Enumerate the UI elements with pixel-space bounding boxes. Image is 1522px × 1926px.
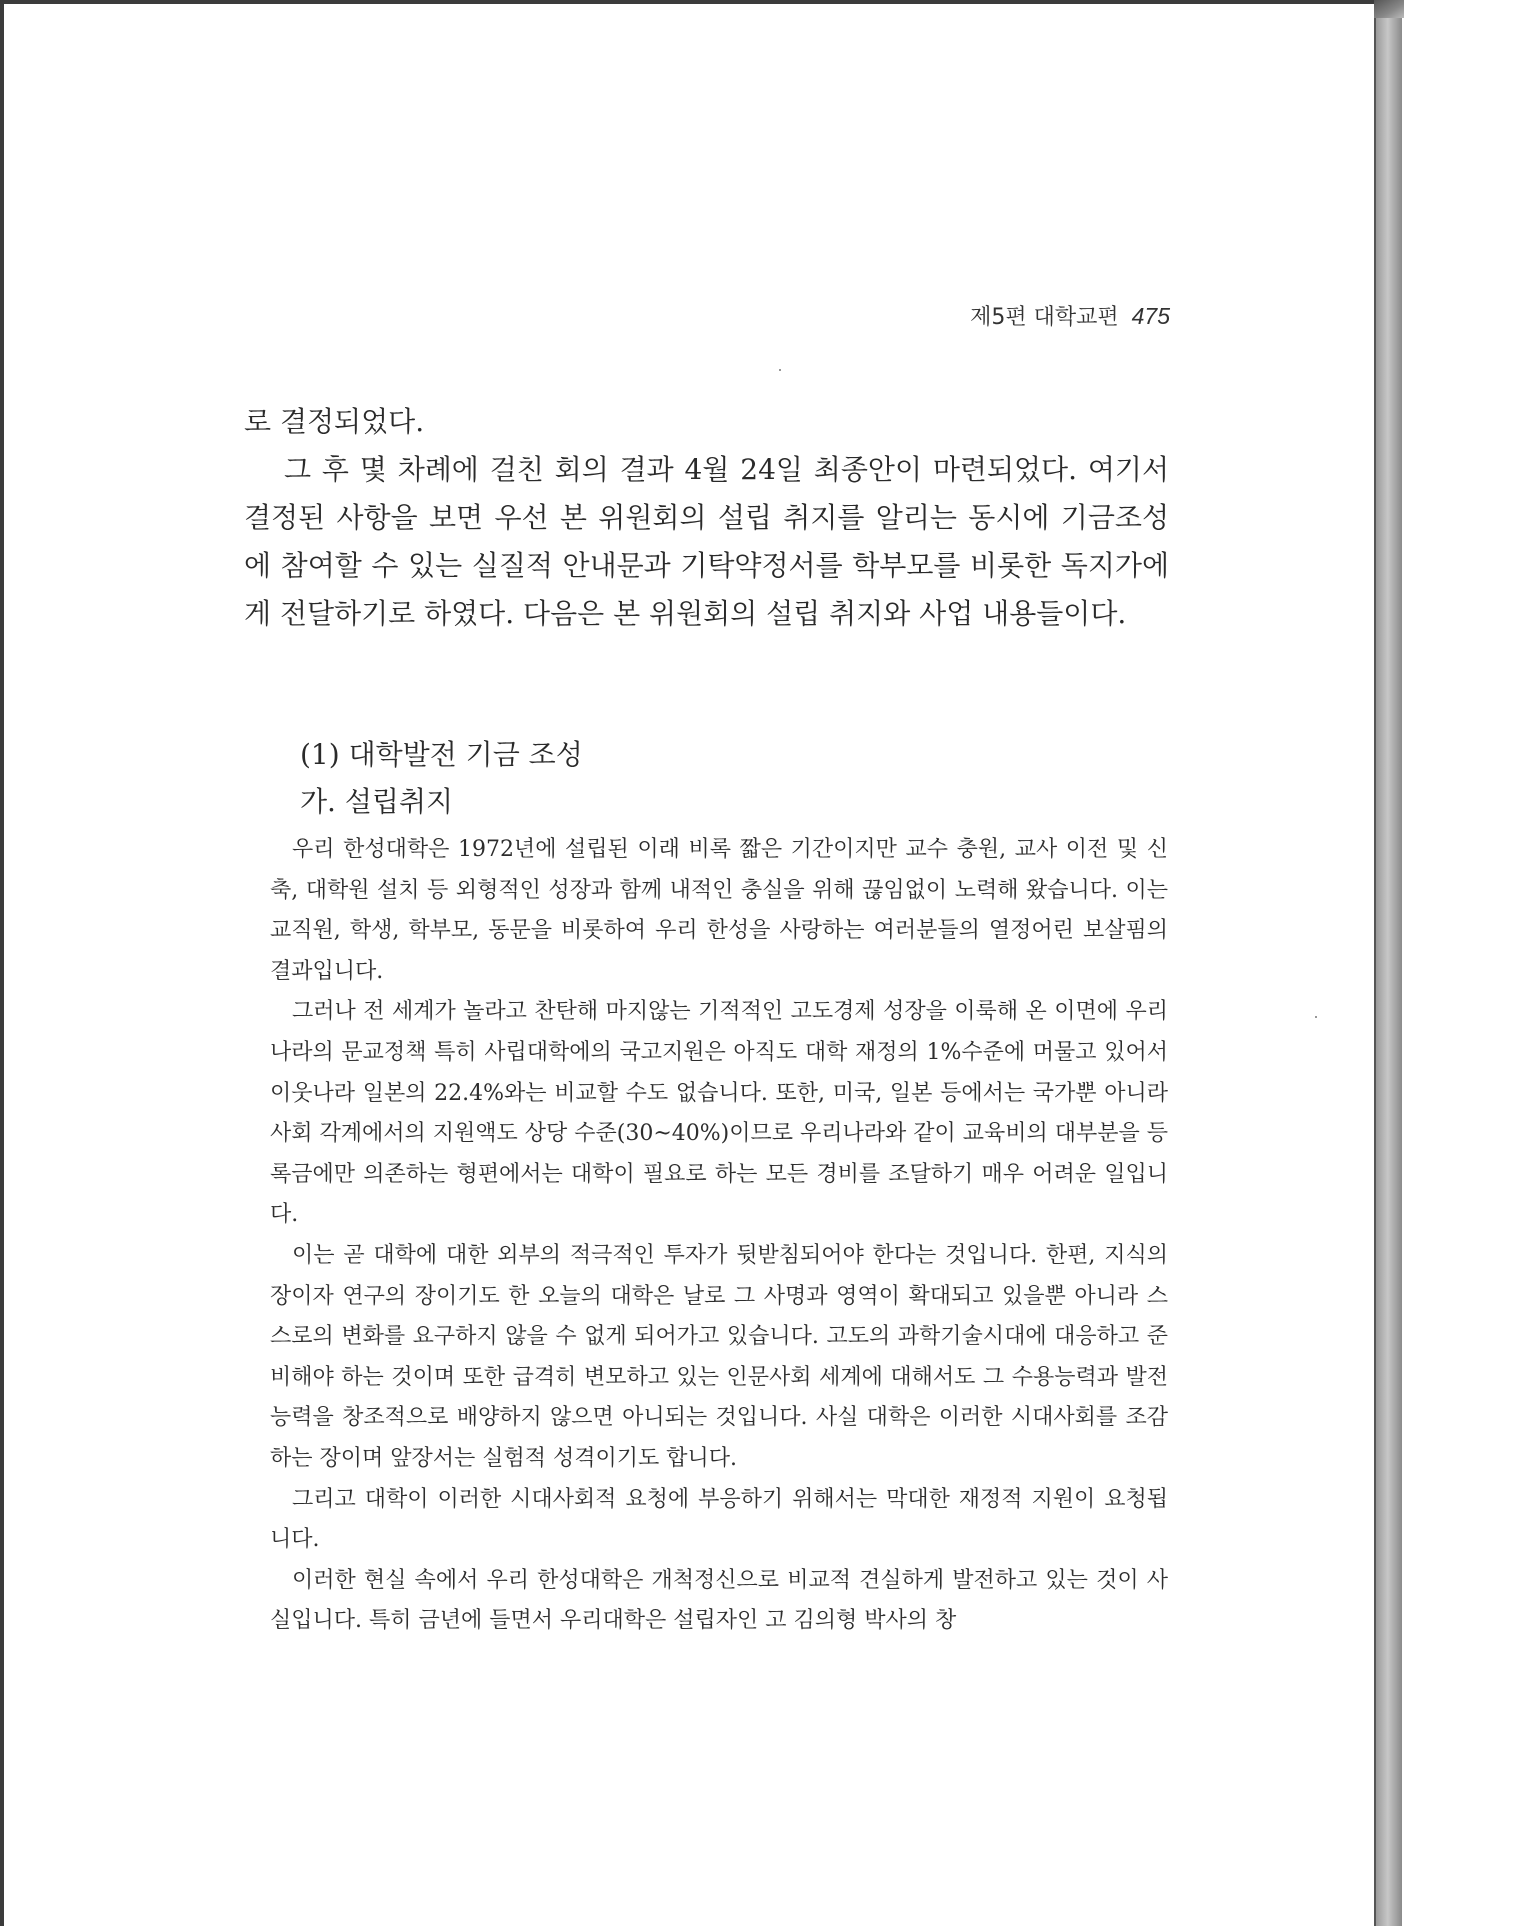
- body-paragraph: 우리 한성대학은 1972년에 설립된 이래 비록 짧은 기간이지만 교수 충원, 교사 이전 및 신축, 대학원 설치 등 외형적인 성장과 함께 내적인 충실을 위해 끊임없이 노력해 왔습니다. 이는 교직원, 학생, 학부모, 동문을 비롯하여 우리 한성을 사랑하는 여러분들의 열정어린 보살핌의 결과입니다.: [270, 837, 1168, 984]
- scan-speck: [779, 369, 781, 371]
- body-paragraph: 이러한 현실 속에서 우리 한성대학은 개척정신으로 비교적 견실하게 발전하고 있는 것이 사실입니다. 특히 금년에 들면서 우리대학은 설립자인 고 김의형 박사의 창: [270, 1567, 1168, 1634]
- intro-paragraph: 로 결정되었다.: [244, 405, 425, 438]
- body-paragraph: 이는 곧 대학에 대한 외부의 적극적인 투자가 뒷받침되어야 한다는 것입니다. 한편, 지식의 장이자 연구의 장이기도 한 오늘의 대학은 날로 그 사명과 영역이 확대되고 있을뿐 아니라 스스로의 변화를 요구하지 않을 수 없게 되어가고 있습니다. 고도의 과학기술시대에 대응하고 준비해야 하는 것이며 또한 급격히 변모하고 있는 인문사회 세계에 대해서도 그 수용능력과 발전능력을 창조적으로 배양하지 않으면 아니되는 것입니다. 사실 대학은 이러한 시대사회를 조감하는 장이며 앞장서는 실험적 성격이기도 합니다.: [270, 1242, 1168, 1471]
- intro-paragraph: 그 후 몇 차례에 걸친 회의 결과 4월 24일 최종안이 마련되었다. 여기서 결정된 사항을 보면 우선 본 위원회의 설립 취지를 알리는 동시에 기금조성에 참여할 수 있는 실질적 안내문과 기탁약정서를 학부모를 비롯한 독지가에게 전달하기로 하였다. 다음은 본 위원회의 설립 취지와 사업 내용들이다.: [244, 453, 1169, 630]
- running-header: [940, 300, 1170, 331]
- body-paragraph: 그리고 대학이 이러한 시대사회적 요청에 부응하기 위해서는 막대한 재정적 지원이 요청됩니다.: [270, 1486, 1168, 1553]
- section-subheading: 가. 설립취지: [300, 785, 454, 818]
- intro-text: [244, 398, 1169, 638]
- body-paragraph: 그러나 전 세계가 놀라고 찬탄해 마지않는 기적적인 고도경제 성장을 이룩해 온 이면에 우리나라의 문교정책 특히 사립대학에의 국고지원은 아직도 대학 재정의 1%수준에 머물고 있어서 이웃나라 일본의 22.4%와는 비교할 수도 없습니다. 또한, 미국, 일본 등에서는 국가뿐 아니라 사회 각계에서의 지원액도 상당 수준(30~40%)이므로 우리나라와 같이 교육비의 대부분을 등록금에만 의존하는 형편에서는 대학이 필요로 하는 모든 경비를 조달하기 매우 어려운 일입니다.: [270, 999, 1169, 1228]
- running-header-section: 제5편 대학교편: [970, 305, 1119, 330]
- body-text: [270, 830, 1168, 1642]
- page-stack-edge: [1374, 4, 1402, 1926]
- page-number: 475: [1131, 303, 1170, 329]
- page-stack-corner: [1374, 0, 1404, 18]
- section-heading: (1) 대학발전 기금 조성: [300, 738, 583, 771]
- scan-speck: [1315, 1016, 1317, 1018]
